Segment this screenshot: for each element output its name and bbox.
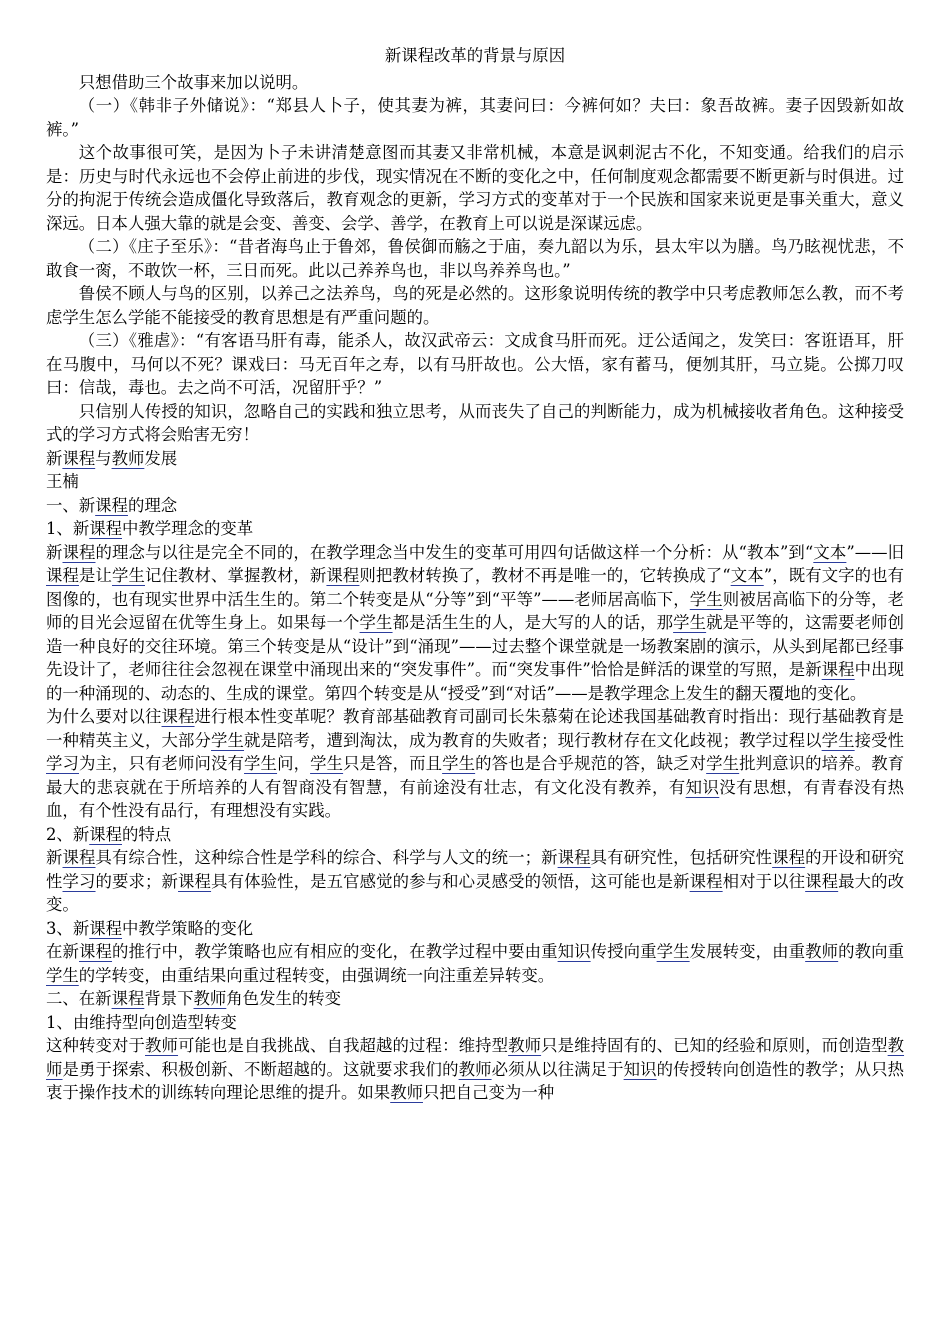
text-run: 可能也是自我挑战、自我超越的过程：维持型	[178, 1036, 509, 1055]
text-run: 则把教材转换了，教材不再是唯一的，它转换成了“	[359, 566, 731, 585]
underlined-term: 教师	[508, 1036, 542, 1055]
section-title	[46, 447, 904, 471]
text-run: 则被居高临下的分等，老师的目光会逗留在优等生身上。如果每一个	[46, 589, 905, 632]
text-run: 是让	[79, 566, 112, 585]
paragraph-teaching-concepts	[46, 541, 904, 706]
intro-paragraph: 只想借助三个故事来加以说明。	[78, 72, 309, 92]
underlined-term: 学生	[211, 730, 245, 750]
underlined-term: 课程	[89, 918, 122, 938]
text-run: 的学转变，由重结果向重过程转变，由强调统一向注重差异转变。	[78, 965, 555, 985]
text-run: 问，	[277, 754, 311, 773]
text-run: 的开设和研究性	[46, 848, 905, 891]
underlined-term: 课程	[89, 519, 122, 538]
text-run: 的要求；新	[95, 871, 179, 891]
story-two: （二）《庄子至乐》：“昔者海鸟止于鲁郊，鲁侯御而觞之于庙，奏九韶以为乐，县太牢以为膳。鸟乃眩视忧悲，不敢食一脔，不敢饮一杯，三日而死。此以己养养鸟也，非以鸟养养鸟也。”	[46, 237, 904, 280]
underlined-term: 课程	[111, 989, 145, 1008]
heading-1-3	[46, 917, 904, 941]
text-run: 的理念与以往是完全不同的，在教学理念当中发生的变革可用四句话做这样一个分析：从“教本”到“	[95, 542, 814, 562]
text-run: 最大的改变。	[46, 871, 905, 914]
text-run: 这种转变对于	[46, 1036, 146, 1055]
text-run: 新	[46, 848, 63, 867]
underlined-term: 课程	[689, 871, 723, 891]
underlined-term: 课程	[95, 495, 128, 515]
text-run: 中教学策略的变化	[122, 918, 254, 938]
text-run: 1、新	[46, 519, 90, 538]
underlined-term: 课程	[62, 542, 96, 562]
paragraph-curriculum-features	[46, 846, 904, 917]
text-run: 具有综合性，这种综合性是学科的综合、科学与人文的统一；新	[95, 848, 558, 867]
underlined-term: 知识	[685, 777, 720, 797]
text-run: 的推行中，教学策略也应有相应的变化，在教学过程中要由重	[112, 942, 558, 961]
underlined-term: 课程	[62, 848, 96, 867]
text-run: 中出现的一种涌现的、动态的、生成的课堂。第四个转变是从“授受”到“对话”——是教学理念上发生的翻天覆地的变化。	[46, 660, 904, 703]
underlined-term: 课程	[805, 871, 839, 891]
text-run: 必须从以往满足于	[491, 1059, 624, 1079]
underlined-term: 课程	[326, 566, 360, 585]
underlined-term: 学生	[689, 589, 723, 609]
text-run: 接受性	[854, 730, 905, 750]
underlined-term: 学生	[310, 754, 344, 773]
underlined-term: 学生	[821, 730, 855, 750]
text-run: 一、新	[46, 495, 96, 515]
text-run: 只是维持固有的、已知的经验和原则，而创造型	[541, 1036, 888, 1055]
text-run: 2、新	[46, 824, 90, 844]
text-run: 是勇于探索、积极创新、不断超越的。这就要求我们的	[62, 1059, 459, 1079]
text-run: 都是活生生的人，是大写的人的话，那	[392, 613, 674, 632]
text-run: 批判意识的培养。教育最大的悲哀就在于所培养的人有智商没有智慧，有前途没有壮志，有文化没有教养，有	[46, 754, 905, 797]
text-run: 的传授转向创造性的教学；从只热衷于操作技术的训练转向理论思维的提升。如果	[46, 1059, 905, 1102]
text-run: 具有体验性，是五官感觉的参与和心灵感受的领悟，这可能也是新	[211, 871, 690, 891]
text-run: 为什么要对以往	[46, 707, 162, 726]
underlined-term: 课程	[62, 448, 96, 468]
text-run: ”，既有文字的也有图像的，也有现实世界中活生生的。第二个转变是从“分等”到“平等”——老师居高临下，	[46, 566, 905, 609]
underlined-term: 学习	[46, 754, 80, 773]
text-run: ”——旧	[846, 542, 905, 562]
heading-part-two	[46, 987, 904, 1011]
text-run: 新	[46, 448, 63, 468]
story-one: （一）《韩非子外储说》：“郑县人卜子，使其妻为裤，其妻问曰：今裤何如？夫曰：象吾故裤。妻子因毁新如故裤。”	[46, 96, 904, 139]
text-run: 进行根本性变革呢？教育部基础教育司副司长朱慕菊在论述我国基础教育时指出：现行基础教育是一种精英主义，大部分	[46, 707, 905, 750]
text-run: 的教向重	[838, 942, 905, 961]
story-one-comment: 这个故事很可笑，是因为卜子未讲清楚意图而其妻又非常机械，本意是讽刺泥古不化，不知变通。给我们的启示是：历史与时代永远也不会停止前进的步伐，现实情况在不断的变化之中，任何制度观念都需要不断更新与时俱进。过分的拘泥于传统会造成僵化导致落后，教育观念的更新，学习方式的变革对于一个民族和国家来说更是事关重大，意义深远。日本人强大靠的就是会变、善变、会学、善学，在教育上可以说是深谋远虑。	[46, 143, 904, 233]
text-run: 传授向重	[590, 942, 657, 961]
underlined-term: 学生	[46, 965, 79, 985]
text-run: 的特点	[122, 824, 172, 844]
story-two-comment: 鲁侯不顾人与鸟的区别，以养己之法养鸟，鸟的死是必然的。这形象说明传统的教学中只考虑教师怎么教，而不考虑学生怎么学能不能接受的教育思想是有严重问题的。	[46, 284, 904, 327]
text-run: 相对于以往	[722, 871, 806, 891]
text-run: 新	[46, 542, 63, 562]
paragraph-teaching-strategy	[46, 940, 904, 987]
story-three-comment: 只信别人传授的知识，忽略自己的实践和独立思考，从而丧失了自己的判断能力，成为机械接收者角色。这种接受式的学习方式将会贻害无穷！	[46, 401, 904, 444]
text-run: 背景下	[144, 989, 194, 1008]
text-run: 没有思想，有青春没有热血，有个性没有品行，有理想没有实践。	[46, 777, 905, 820]
underlined-term: 知识	[623, 1059, 657, 1079]
text-run: 角色发生的转变	[226, 989, 342, 1008]
text-run: 只是答，而且	[343, 754, 443, 773]
underlined-term: 课程	[46, 566, 79, 585]
underlined-term: 课程	[772, 848, 806, 867]
underlined-term: 课程	[89, 824, 122, 844]
text-run: 为主，只有老师问没有	[79, 754, 245, 773]
underlined-term: 教师	[46, 1036, 905, 1079]
paragraph-teacher-role	[46, 1034, 904, 1105]
underlined-term: 教师	[145, 1036, 179, 1055]
underlined-term: 学生	[112, 566, 145, 585]
underlined-term: 教师	[111, 448, 145, 468]
paragraph-why-reform	[46, 705, 904, 823]
underlined-term: 课程	[557, 848, 591, 867]
text-run: 发展转变，由重	[689, 942, 806, 961]
text-run: 就是陪考，遭到淘汰，成为教育的失败者；现行教材存在文化歧视；教学过程以	[244, 730, 822, 750]
heading-1-1	[46, 517, 904, 541]
underlined-term: 教师	[193, 989, 227, 1008]
underlined-term: 课程	[161, 707, 195, 726]
heading-part-one	[46, 494, 904, 518]
underlined-term: 教师	[458, 1059, 492, 1079]
underlined-term: 学生	[706, 754, 740, 773]
underlined-term: 学生	[442, 754, 476, 773]
underlined-term: 学生	[359, 613, 393, 632]
underlined-term: 文本	[813, 542, 847, 562]
text-run: 只把自己变为一种	[422, 1083, 555, 1102]
text-run: 的理念	[127, 495, 178, 515]
underlined-term: 学习	[62, 871, 96, 891]
underlined-term: 课程	[178, 871, 212, 891]
underlined-term: 课程	[821, 660, 855, 679]
text-run: 中教学理念的变革	[122, 519, 254, 538]
text-run: 在新	[46, 942, 80, 961]
underlined-term: 学生	[656, 942, 690, 961]
author-name: 王楠	[46, 472, 79, 491]
heading-2-1: 1、由维持型向创造型转变	[46, 1012, 237, 1032]
text-run: 就是平等的，这需要老师创造一种良好的交往环境。第三个转变是从“设计”到“涌现”——过去整个课堂就是一场教案剧的演示，从头到尾都已经事先设计了，老师往往会忽视在课堂中涌现出来的“突发事件”。而“突发事件”恰恰是鲜活的课堂的写照，是新	[46, 613, 905, 679]
heading-1-2	[46, 823, 904, 847]
underlined-term: 学生	[673, 613, 707, 632]
underlined-term: 教师	[390, 1083, 423, 1102]
underlined-term: 学生	[244, 754, 278, 773]
underlined-term: 文本	[730, 566, 764, 585]
underlined-term: 课程	[79, 942, 113, 961]
text-run: 的答也是合乎规范的答，缺乏对	[475, 754, 707, 773]
text-run: 具有研究性，包括研究性	[590, 848, 773, 867]
document-title: 新课程改革的背景与原因	[384, 46, 566, 65]
text-run: 二、在新	[46, 989, 112, 1008]
story-three: （三）《雅虐》：“有客语马肝有毒，能杀人，故汉武帝云：文成食马肝而死。迂公适闻之，发笑曰：客诳语耳，肝在马腹中，马何以不死？课戏曰：马无百年之寿，以有马肝故也。公大悟，家有蓄马，便刎其肝，马立毙。公掷刀叹曰：信哉，毒也。去之尚不可活，况留肝乎？”	[46, 331, 904, 397]
underlined-term: 知识	[557, 942, 591, 961]
text-run: 3、新	[46, 918, 90, 938]
text-run: 与	[95, 448, 112, 468]
text-run: 记住教材、掌握教材，新	[145, 566, 327, 585]
text-run: 发展	[144, 448, 178, 468]
underlined-term: 教师	[805, 942, 839, 961]
